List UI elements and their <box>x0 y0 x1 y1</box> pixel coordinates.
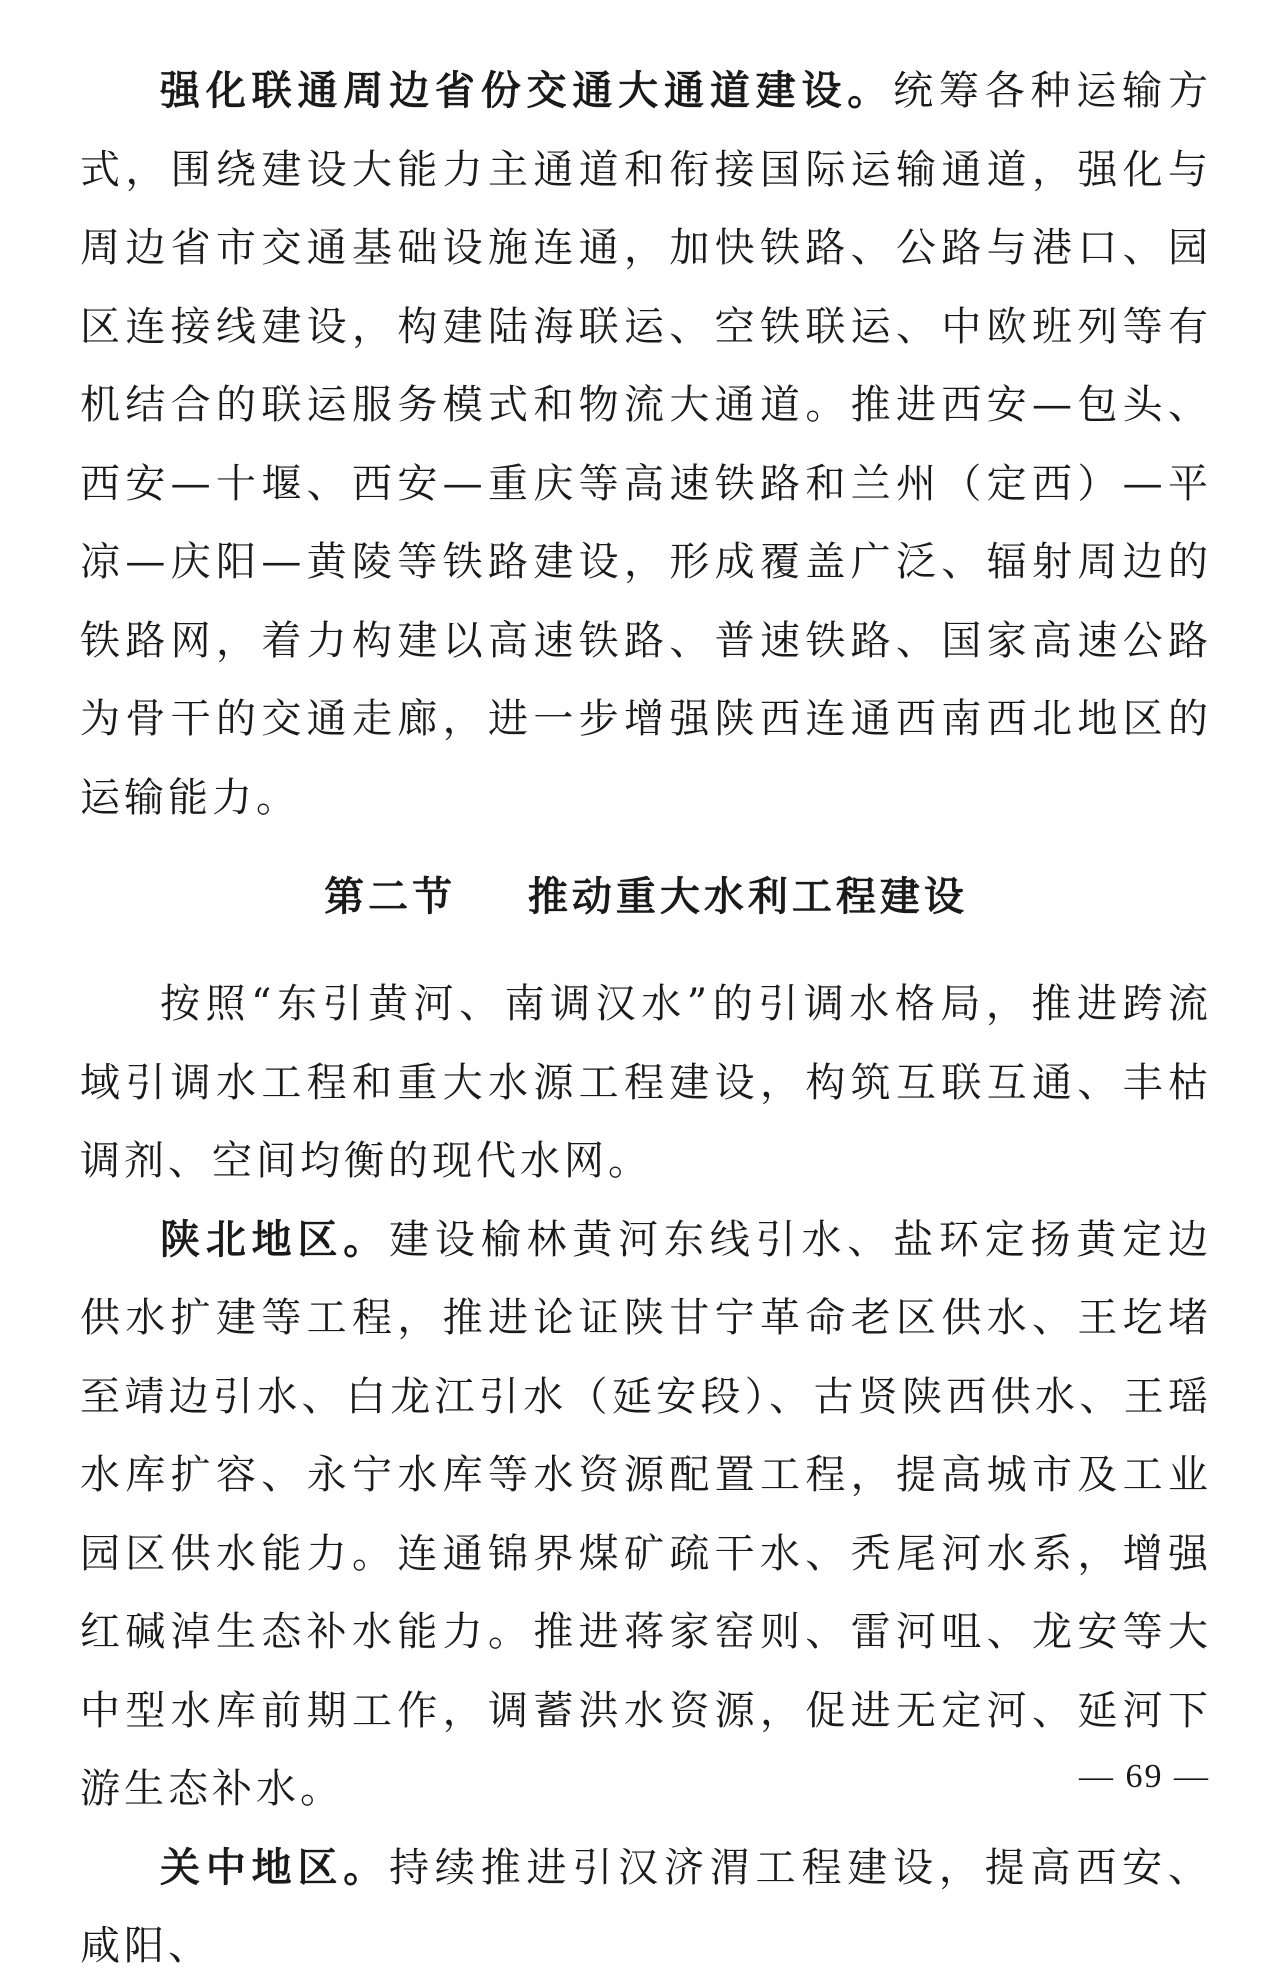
section-heading: 第二节 推动重大水利工程建设 <box>324 874 968 920</box>
paragraph-body: 建设榆林黄河东线引水、盐环定扬黄定边供水扩建等工程，推进论证陕甘宁革命老区供水、王圪堵至靖边引水、白龙江引水（延安段）、古贤陕西供水、王瑶水库扩容、永宁水库等水资源配置工程，提高城市及工业园区供水能力。连通锦界煤矿疏干水、秃尾河水系，增强红碱淖生态补水能力。推进蒋家窑则、雷河咀、龙安等大中型水库前期工作，调蓄洪水资源，促进无定河、延河下游生态补水。 <box>80 1216 1213 1812</box>
paragraph-guanzhong <box>80 1829 1212 1986</box>
paragraph-shaanbei <box>80 1201 1212 1829</box>
paragraph-lead-heading: 强化联通周边省份交通大通道建设。 <box>160 68 894 114</box>
paragraph-water-network-intro <box>80 965 1212 1201</box>
paragraph-body: 按照“东引黄河、南调汉水”的引调水格局，推进跨流域引调水工程和重大水源工程建设，构筑互联互通、丰枯调剂、空间均衡的现代水网。 <box>80 981 1212 1184</box>
paragraph-body: 持续推进引汉济渭工程建设，提高西安、咸阳、 <box>80 1844 1213 1969</box>
paragraph-transport-corridor <box>80 52 1212 837</box>
paragraph-lead-heading: 关中地区。 <box>160 1844 390 1891</box>
paragraph-body: 统筹各种运输方式，围绕建设大能力主通道和衔接国际运输通道，强化与周边省市交通基础设施连通，加快铁路、公路与港口、园区连接线建设，构建陆海联运、空铁联运、中欧班列等有机结合的联运服务模式和物流大通道。推进西安—包头、西安—十堰、西安—重庆等高速铁路和兰州（定西）—平凉—庆阳—黄陵等铁路建设，形成覆盖广泛、辐射周边的铁路网，着力构建以高速铁路、普速铁路、国家高速公路为骨干的交通走廊，进一步增强陕西连通西南西北地区的运输能力。 <box>80 68 1213 821</box>
page-number: — 69 — <box>1079 1758 1210 1795</box>
document-page <box>80 52 1212 1986</box>
paragraph-lead-heading: 陕北地区。 <box>160 1216 390 1263</box>
